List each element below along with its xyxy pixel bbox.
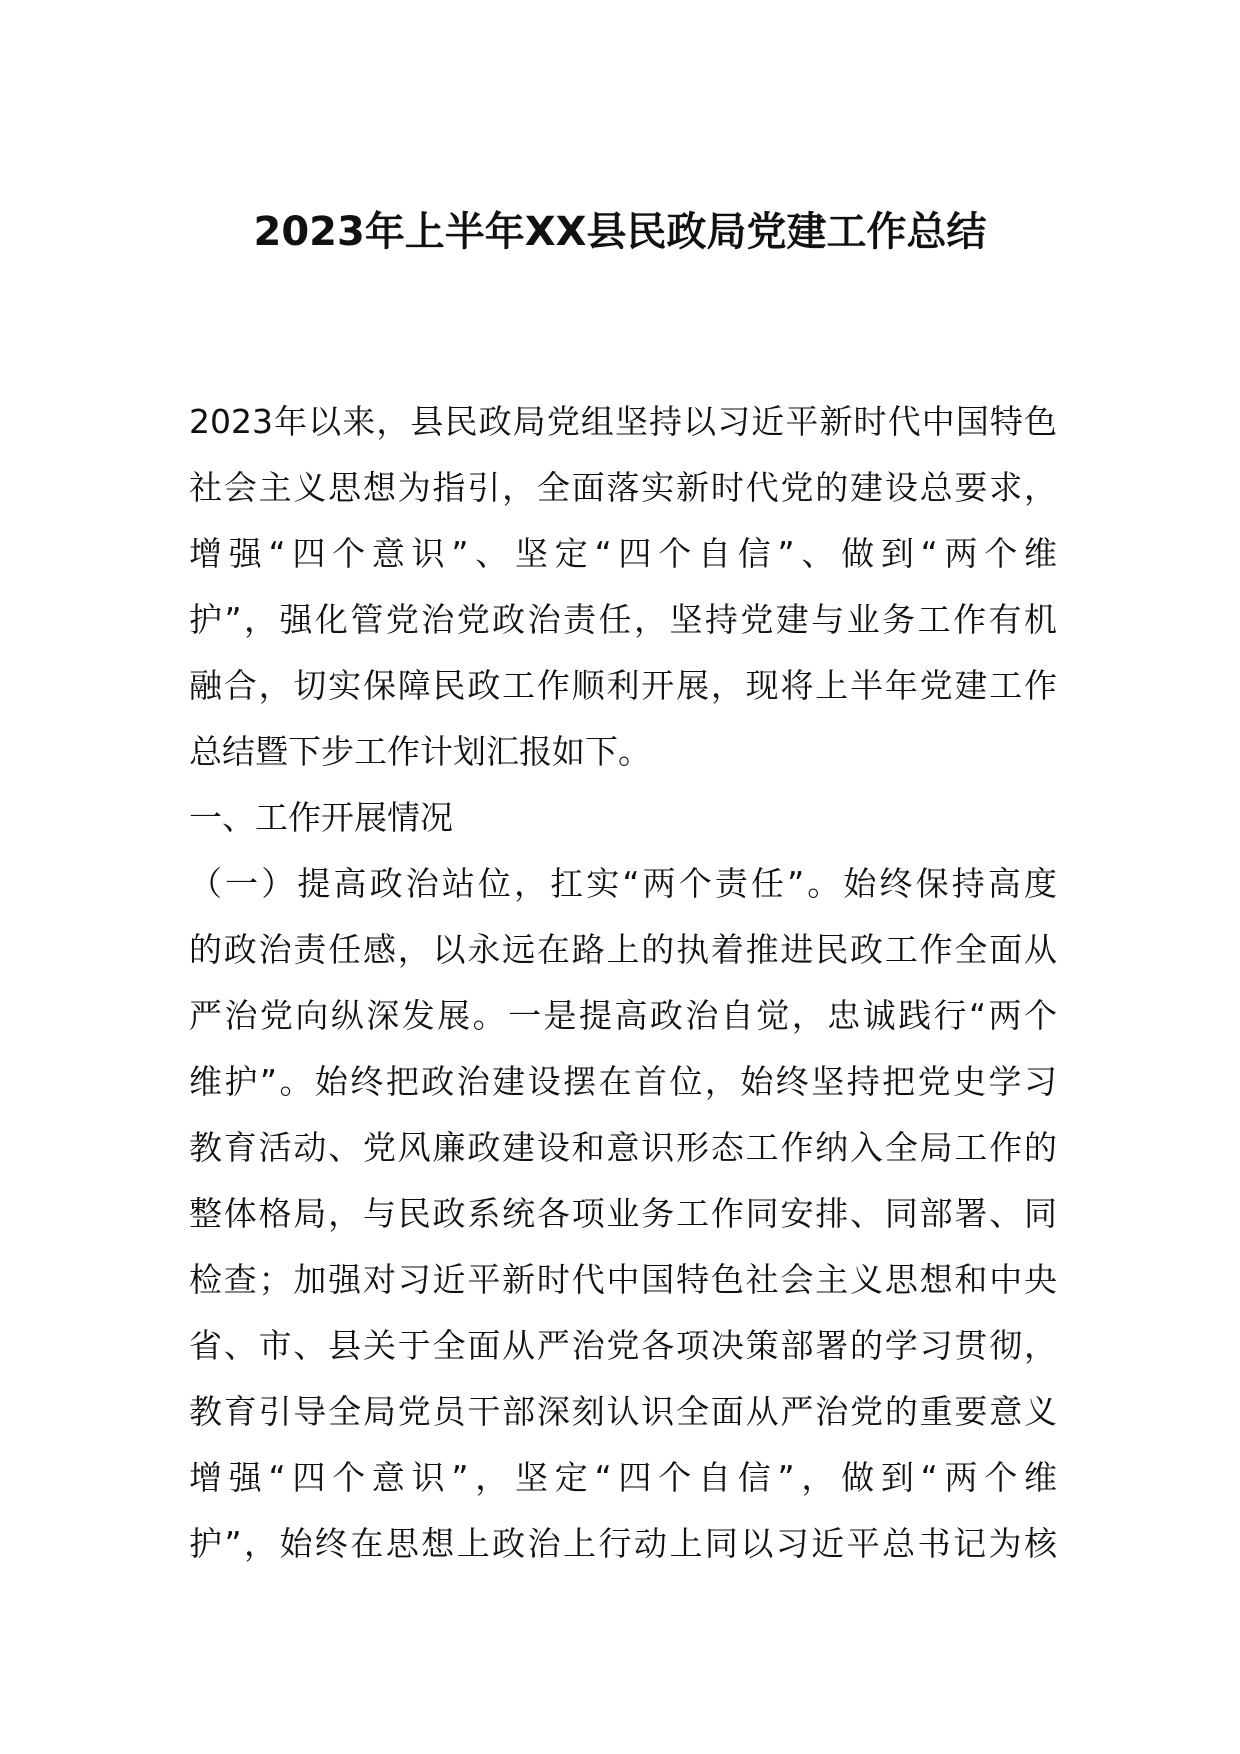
- body-line: 社会主义思想为指引，全面落实新时代党的建设总要求，: [189, 468, 1057, 507]
- body-line: 教育活动、党风廉政建设和意识形态工作纳入全局工作的: [189, 1128, 1057, 1167]
- body-line: 整体格局，与民政系统各项业务工作同安排、同部署、同: [189, 1194, 1057, 1233]
- body-line: 教育引导全局党员干部深刻认识全面从严治党的重要意义: [189, 1392, 1057, 1431]
- body-line: 增强“四个意识”、坚定“四个自信”、做到“两个维: [189, 534, 1057, 573]
- body-line: 的政治责任感，以永远在路上的执着推进民政工作全面从: [189, 930, 1057, 969]
- body-line: 增强“四个意识”，坚定“四个自信”，做到“两个维: [189, 1458, 1057, 1497]
- body-line: 融合，切实保障民政工作顺利开展，现将上半年党建工作: [189, 666, 1057, 705]
- body-line: 护”，强化管党治党政治责任，坚持党建与业务工作有机: [189, 600, 1057, 639]
- section-heading: 一、工作开展情况: [189, 798, 453, 837]
- body-line: 总结暨下步工作计划汇报如下。: [189, 732, 651, 771]
- body-line: 2023年以来，县民政局党组坚持以习近平新时代中国特色: [189, 402, 1057, 441]
- document-body: [189, 389, 1057, 1577]
- body-line: 检查；加强对习近平新时代中国特色社会主义思想和中央: [189, 1260, 1057, 1299]
- document-title: 2023年上半年XX县民政局党建工作总结: [253, 209, 987, 255]
- body-line: 维护”。始终把政治建设摆在首位，始终坚持把党史学习: [189, 1062, 1057, 1101]
- body-line: 省、市、县关于全面从严治党各项决策部署的学习贯彻，: [189, 1326, 1057, 1365]
- body-line: （一）提高政治站位，扛实“两个责任”。始终保持高度: [189, 864, 1057, 903]
- body-line: 严治党向纵深发展。一是提高政治自觉，忠诚践行“两个: [189, 996, 1057, 1035]
- body-line: 护”，始终在思想上政治上行动上同以习近平总书记为核: [189, 1524, 1057, 1563]
